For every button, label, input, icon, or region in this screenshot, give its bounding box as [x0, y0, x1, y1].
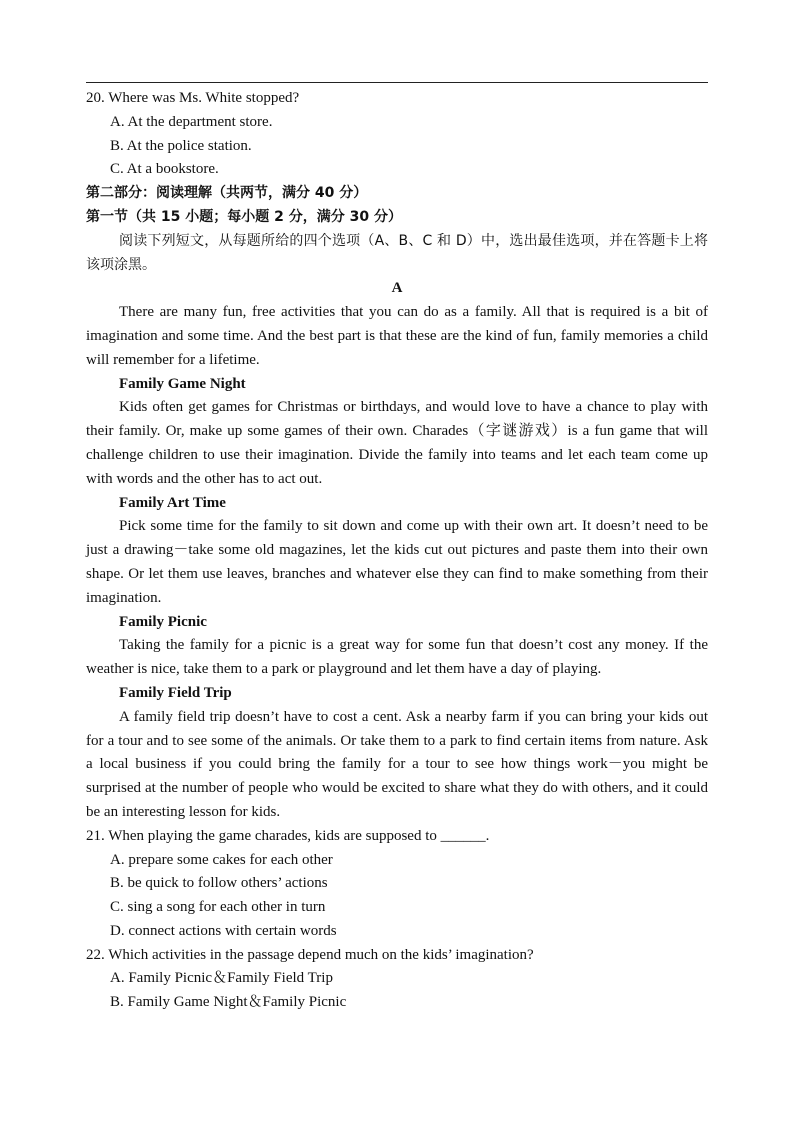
page-content	[86, 87, 708, 1015]
question-21	[86, 825, 708, 944]
question-stem: 21. When playing the game charades, kids are supposed to ______.	[86, 827, 490, 844]
passage-intro: There are many fun, free activities that you can do as a family. All that is required is a bit of imagination and some time. And the best part is that these are the kind of fun, family memories a child will remember for a lifetime.	[86, 304, 708, 368]
passage-label: A	[391, 280, 403, 297]
header-rule	[86, 82, 708, 83]
option-c: C. At a bookstore.	[110, 161, 219, 178]
option-a: A. At the department store.	[110, 113, 273, 130]
option-d: D. connect actions with certain words	[110, 922, 337, 939]
section-heading-picnic: Family Picnic	[119, 613, 207, 630]
section-title: 第一节（共 15 小题；每小题 2 分，满分 30 分）	[86, 208, 402, 225]
question-stem: 20. Where was Ms. White stopped?	[86, 90, 300, 106]
option-b: B. At the police station.	[110, 137, 252, 154]
section-heading-field-trip: Family Field Trip	[119, 684, 232, 701]
question-22	[86, 944, 708, 1015]
option-b: B. Family Game Night＆Family Picnic	[110, 994, 347, 1011]
part-title: 第二部分：阅读理解（共两节，满分 40 分）	[86, 185, 368, 202]
option-a: A. prepare some cakes for each other	[110, 851, 333, 868]
option-a: A. Family Picnic＆Family Field Trip	[110, 970, 333, 987]
section-text-field-trip: A family field trip doesn’t have to cost a cent. Ask a nearby farm if you can bring your kids out for a tour and to see some of the animals. Or take them to a park to find certain items from nature. Ask a local business if you could bring the family for a tour to see how things work－you might be surprised at the number of people who would be excited to share what they do with others, and it could be an interesting lesson for kids.	[86, 708, 708, 820]
section-heading-game-night: Family Game Night	[119, 375, 246, 392]
option-b: B. be quick to follow others’ actions	[110, 875, 328, 892]
section-text-art-time: Pick some time for the family to sit down and come up with their own art. It doesn’t need to be just a drawing－take some old magazines, let the kids cut out pictures and paste them into their own shape. Or let them use leaves, branches and whatever else they can find to make something from their imagination.	[86, 518, 708, 606]
instruction: 阅读下列短文，从每题所给的四个选项（A、B、C 和 D）中，选出最佳选项，并在答题卡上将该项涂黑。	[86, 232, 708, 273]
question-20	[86, 87, 708, 182]
option-c: C. sing a song for each other in turn	[110, 899, 326, 916]
section-text-game-night: Kids often get games for Christmas or birthdays, and would love to have a chance to play with their family. Or, make up some games of their own. Charades（字谜游戏）is a fun game that will challenge children to use their imagination. Divide the family into teams and let each team come up with words and the other has to act out.	[86, 399, 708, 487]
section-text-picnic: Taking the family for a picnic is a great way for some fun that doesn’t cost any money. If the weather is nice, take them to a park or playground and let them have a day of playing.	[86, 637, 708, 678]
section-heading-art-time: Family Art Time	[119, 494, 226, 511]
question-stem: 22. Which activities in the passage depend much on the kids’ imagination?	[86, 946, 534, 963]
